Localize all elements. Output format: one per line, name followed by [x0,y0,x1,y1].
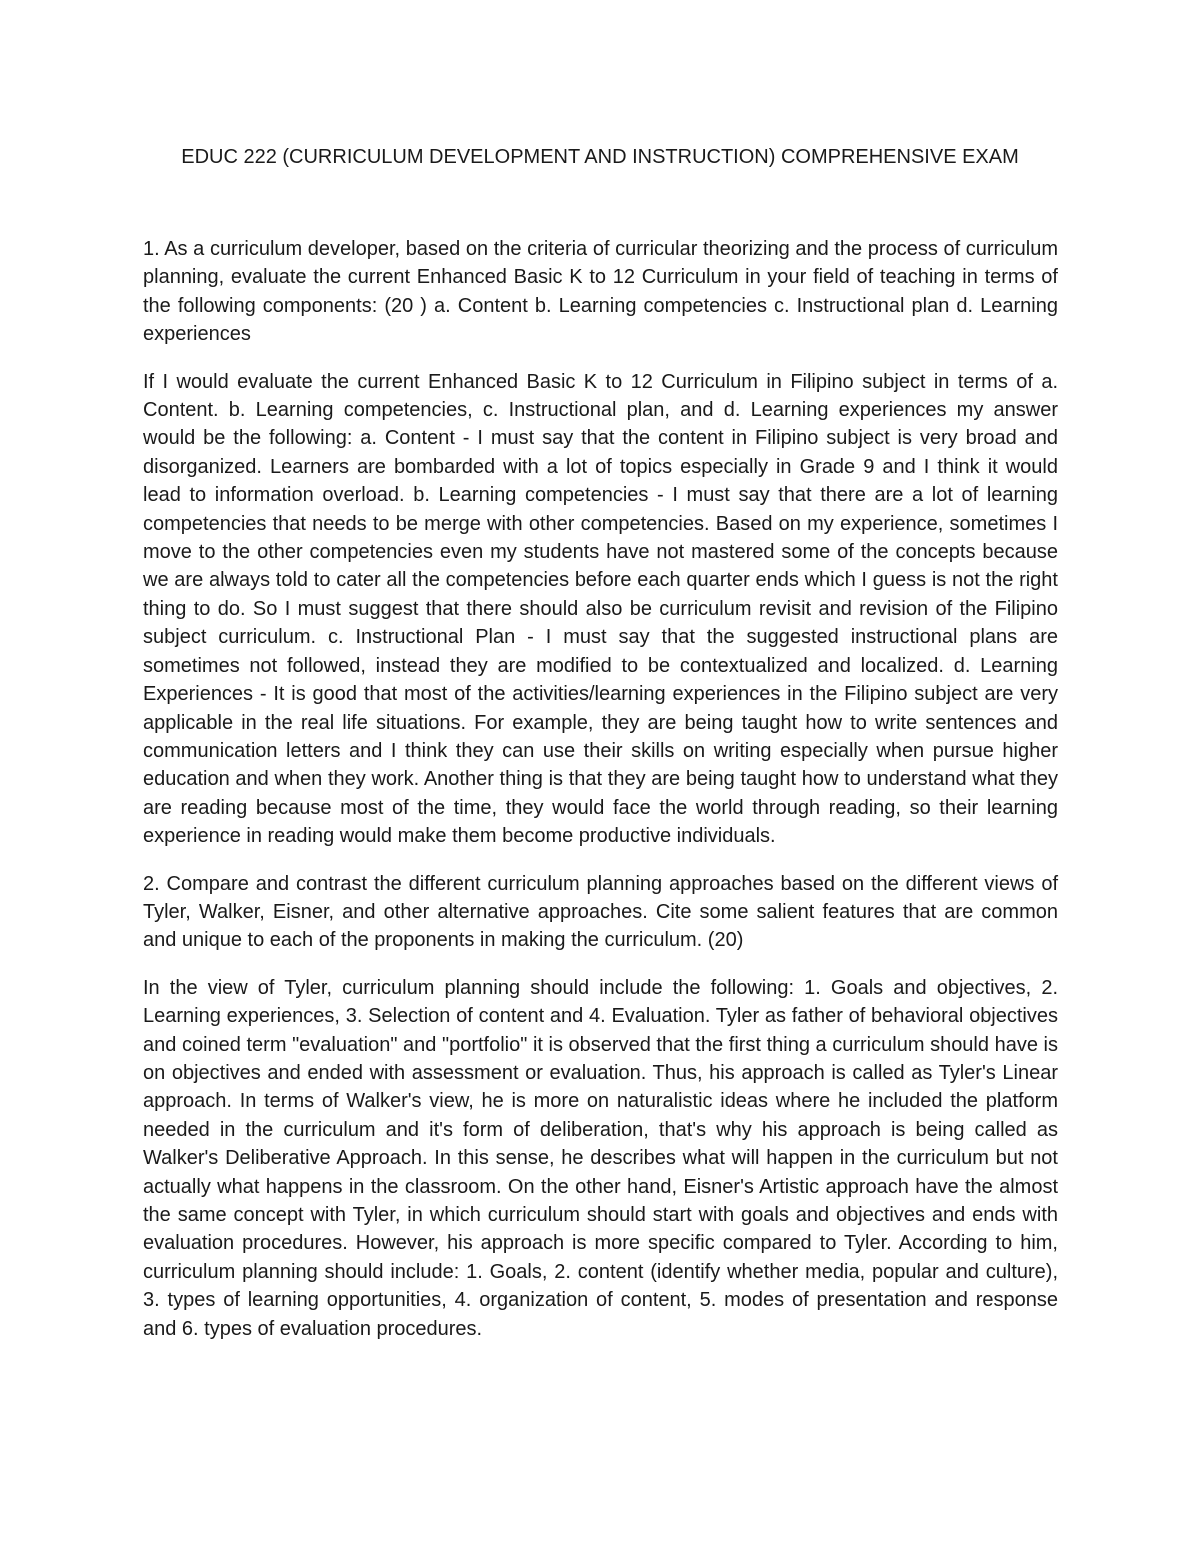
answer-2-paragraph: In the view of Tyler, curriculum planning should include the following: 1. Goals and objectives, 2. Learning experiences, 3. Selection of content and 4. Evaluation. Tyler as father of behavioral objectives and coined term "evaluation" and "portfolio" it is observed that the first thing a curriculum should have is on objectives and ended with assessment or evaluation. Thus, his approach is called as Tyler's Linear approach. In terms of Walker's view, he is more on naturalistic ideas where he included the platform needed in the curriculum and it's form of deliberation, that's why his approach is being called as Walker's Deliberative Approach. In this sense, he describes what will happen in the curriculum but not actually what happens in the classroom. On the other hand, Eisner's Artistic approach have the almost the same concept with Tyler, in which curriculum should start with goals and objectives and ends with evaluation procedures. However, his approach is more specific compared to Tyler. According to him, curriculum planning should include: 1. Goals, 2. content (identify whether media, popular and culture), 3. types of learning opportunities, 4. organization of content, 5. modes of presentation and response and 6. types of evaluation procedures. [143,976,1058,1340]
document-title: EDUC 222 (CURRICULUM DEVELOPMENT AND INSTRUCTION) COMPREHENSIVE EXAM [181,146,1019,168]
answer-1-paragraph: If I would evaluate the current Enhanced Basic K to 12 Curriculum in Filipino subject in terms of a. Content. b. Learning competencies, c. Instructional plan, and d. Learning experiences my answer would be the following: a. Content - I must say that the content in Filipino subject is very broad and disorganized. Learners are bombarded with a lot of topics especially in Grade 9 and I think it would lead to information overload. b. Learning competencies - I must say that there are a lot of learning competencies that needs to be merge with other competencies. Based on my experience, sometimes I move to the other competencies even my students have not mastered some of the concepts because we are always told to cater all the competencies before each quarter ends which I guess is not the right thing to do. So I must suggest that there should also be curriculum revisit and revision of the Filipino subject curriculum. c. Instructional Plan - I must say that the suggested instructional plans are sometimes not followed, instead they are modified to be contextualized and localized. d. Learning Experiences - It is good that most of the activities/learning experiences in the Filipino subject are very applicable in the real life situations. For example, they are being taught how to write sentences and communication letters and I think they can use their skills on writing especially when pursue higher education and when they work. Another thing is that they are being taught how to understand what they are reading because most of the time, they would face the world through reading, so their learning experience in reading would make them become productive individuals. [143,370,1058,848]
question-1-paragraph: 1. As a curriculum developer, based on the criteria of curricular theorizing and the process of curriculum planning, evaluate the current Enhanced Basic K to 12 Curriculum in your field of teaching in terms of the following components: (20 ) a. Content b. Learning competencies c. Instructional plan d. Learning experiences [143,238,1058,346]
question-2-paragraph: 2. Compare and contrast the different curriculum planning approaches based on the different views of Tyler, Walker, Eisner, and other alternative approaches. Cite some salient features that are common and unique to each of the proponents in making the curriculum. (20) [143,872,1058,952]
document-body [143,235,1058,1362]
